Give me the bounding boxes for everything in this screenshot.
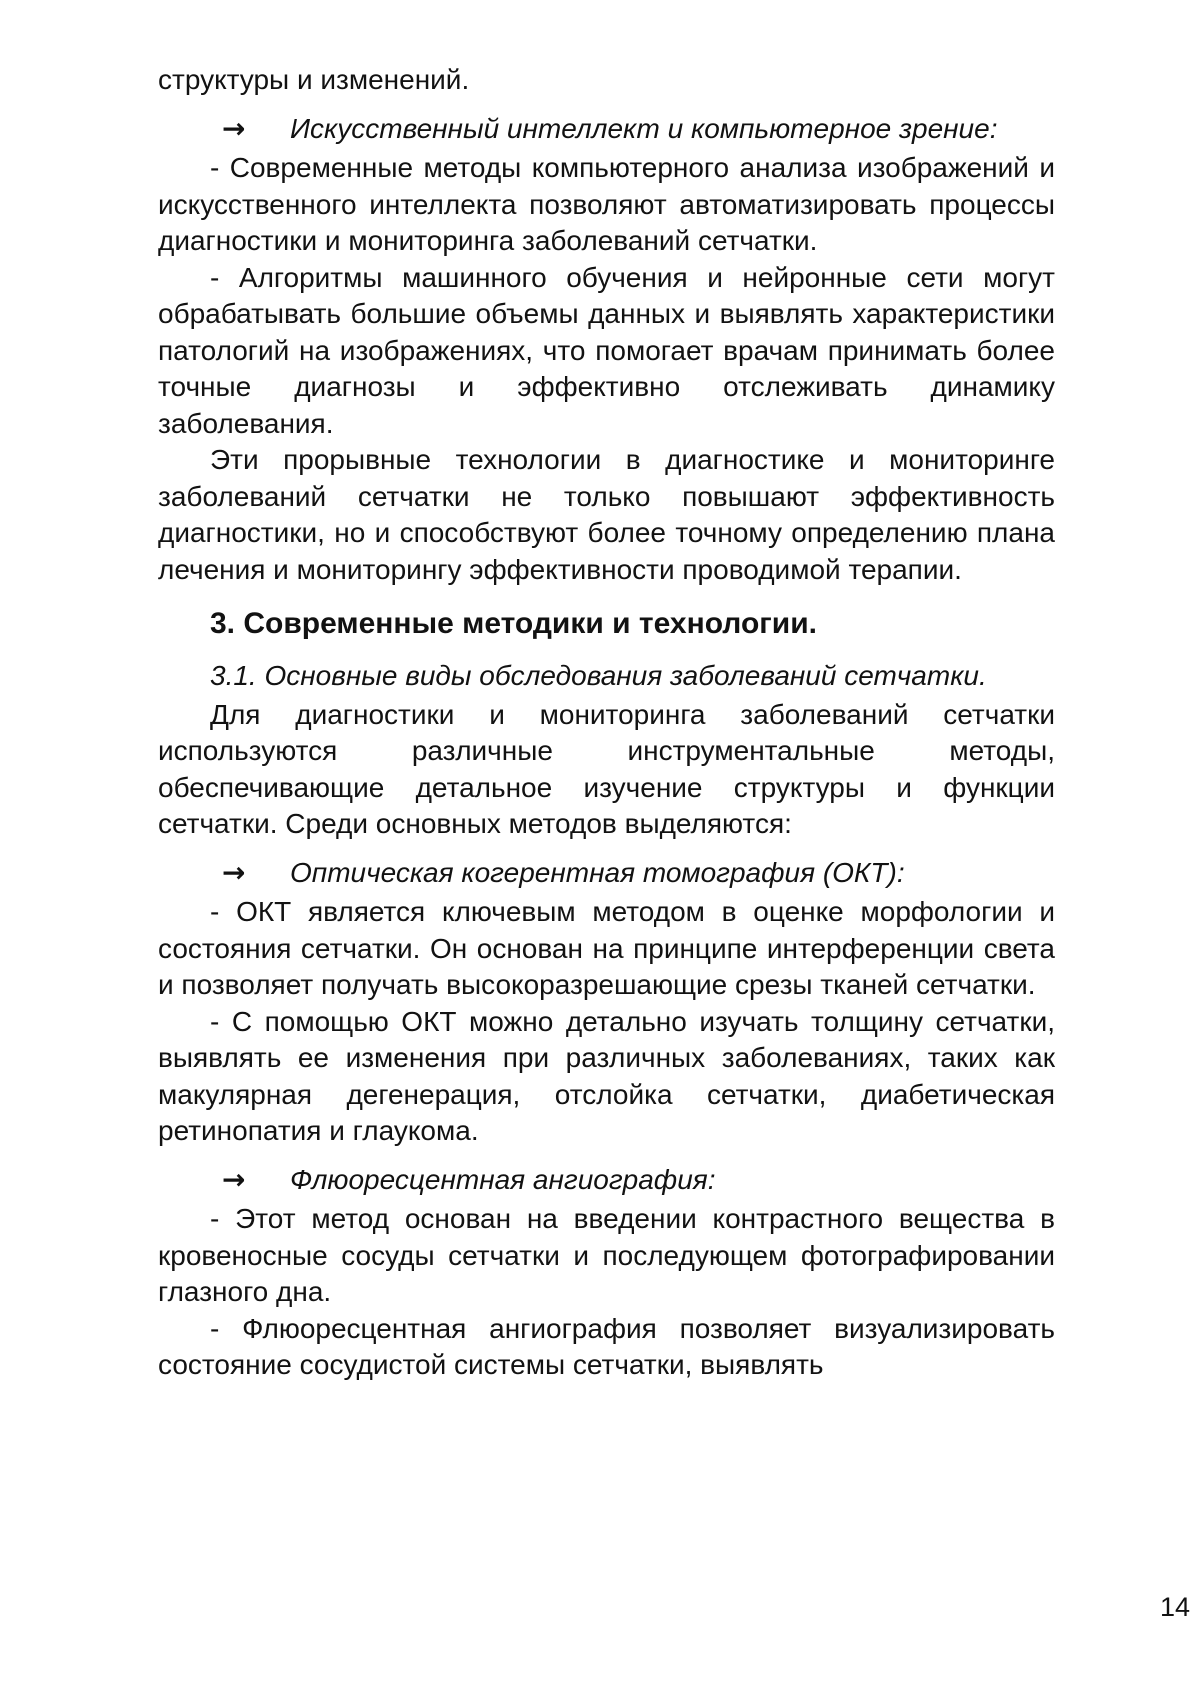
paragraph: Эти прорывные технологии в диагностике и мониторинге заболеваний сетчатки не только повышают эффективность диагностики, но и способствуют более точному определению плана лечения и мониторингу эффективности проводимой терапии.	[158, 444, 1055, 585]
paragraph: - Флюоресцентная ангиография позволяет визуализировать состояние сосудистой системы сетчатки, выявлять	[158, 1312, 1055, 1380]
subsection-heading: 3.1. Основные виды обследования заболеваний сетчатки.	[210, 660, 987, 691]
list-item-label: Оптическая когерентная томография (ОКТ):	[290, 856, 905, 888]
paragraph: - Этот метод основан на введении контрастного вещества в кровеносные сосуды сетчатки и последующем фотографировании глазного дна.	[158, 1203, 1055, 1307]
paragraph: - Современные методы компьютерного анализа изображений и искусственного интеллекта позволяют автоматизировать процессы диагностики и мониторинга заболеваний сетчатки.	[158, 152, 1055, 256]
section-heading: 3. Современные методики и технологии.	[210, 607, 817, 640]
page-content	[158, 62, 1055, 1384]
list-item-label: Искусственный интеллект и компьютерное зрение:	[290, 112, 998, 144]
arrow-bullet-icon: →	[222, 1162, 246, 1196]
paragraph: - С помощью ОКТ можно детально изучать толщину сетчатки, выявлять ее изменения при различных заболеваниях, таких как макулярная дегенерация, отслойка сетчатки, диабетическая ретинопатия и глаукома.	[158, 1005, 1055, 1146]
paragraph: - Алгоритмы машинного обучения и нейронные сети могут обрабатывать большие объемы данных и выявлять характеристики патологий на изображениях, что помогает врачам принимать более точные диагнозы и эффективно отслеживать динамику заболевания.	[158, 261, 1055, 439]
arrow-bullet-icon: →	[222, 111, 246, 145]
list-item-label: Флюоресцентная ангиография:	[290, 1163, 716, 1195]
paragraph: - ОКТ является ключевым методом в оценке морфологии и состояния сетчатки. Он основан на принципе интерференции света и позволяет получать высокоразрешающие срезы тканей сетчатки.	[158, 896, 1055, 1000]
list-item-arrow	[158, 1162, 1055, 1199]
page-number: 14	[1159, 1592, 1190, 1622]
paragraph: Для диагностики и мониторинга заболеваний сетчатки используются различные инструментальные методы, обеспечивающие детальное изучение структуры и функции сетчатки. Среди основных методов выделяются:	[158, 698, 1055, 839]
paragraph-continuation: структуры и изменений.	[158, 64, 470, 95]
list-item-arrow	[158, 855, 1055, 892]
arrow-bullet-icon: →	[222, 855, 246, 889]
list-item-arrow	[158, 111, 1055, 148]
